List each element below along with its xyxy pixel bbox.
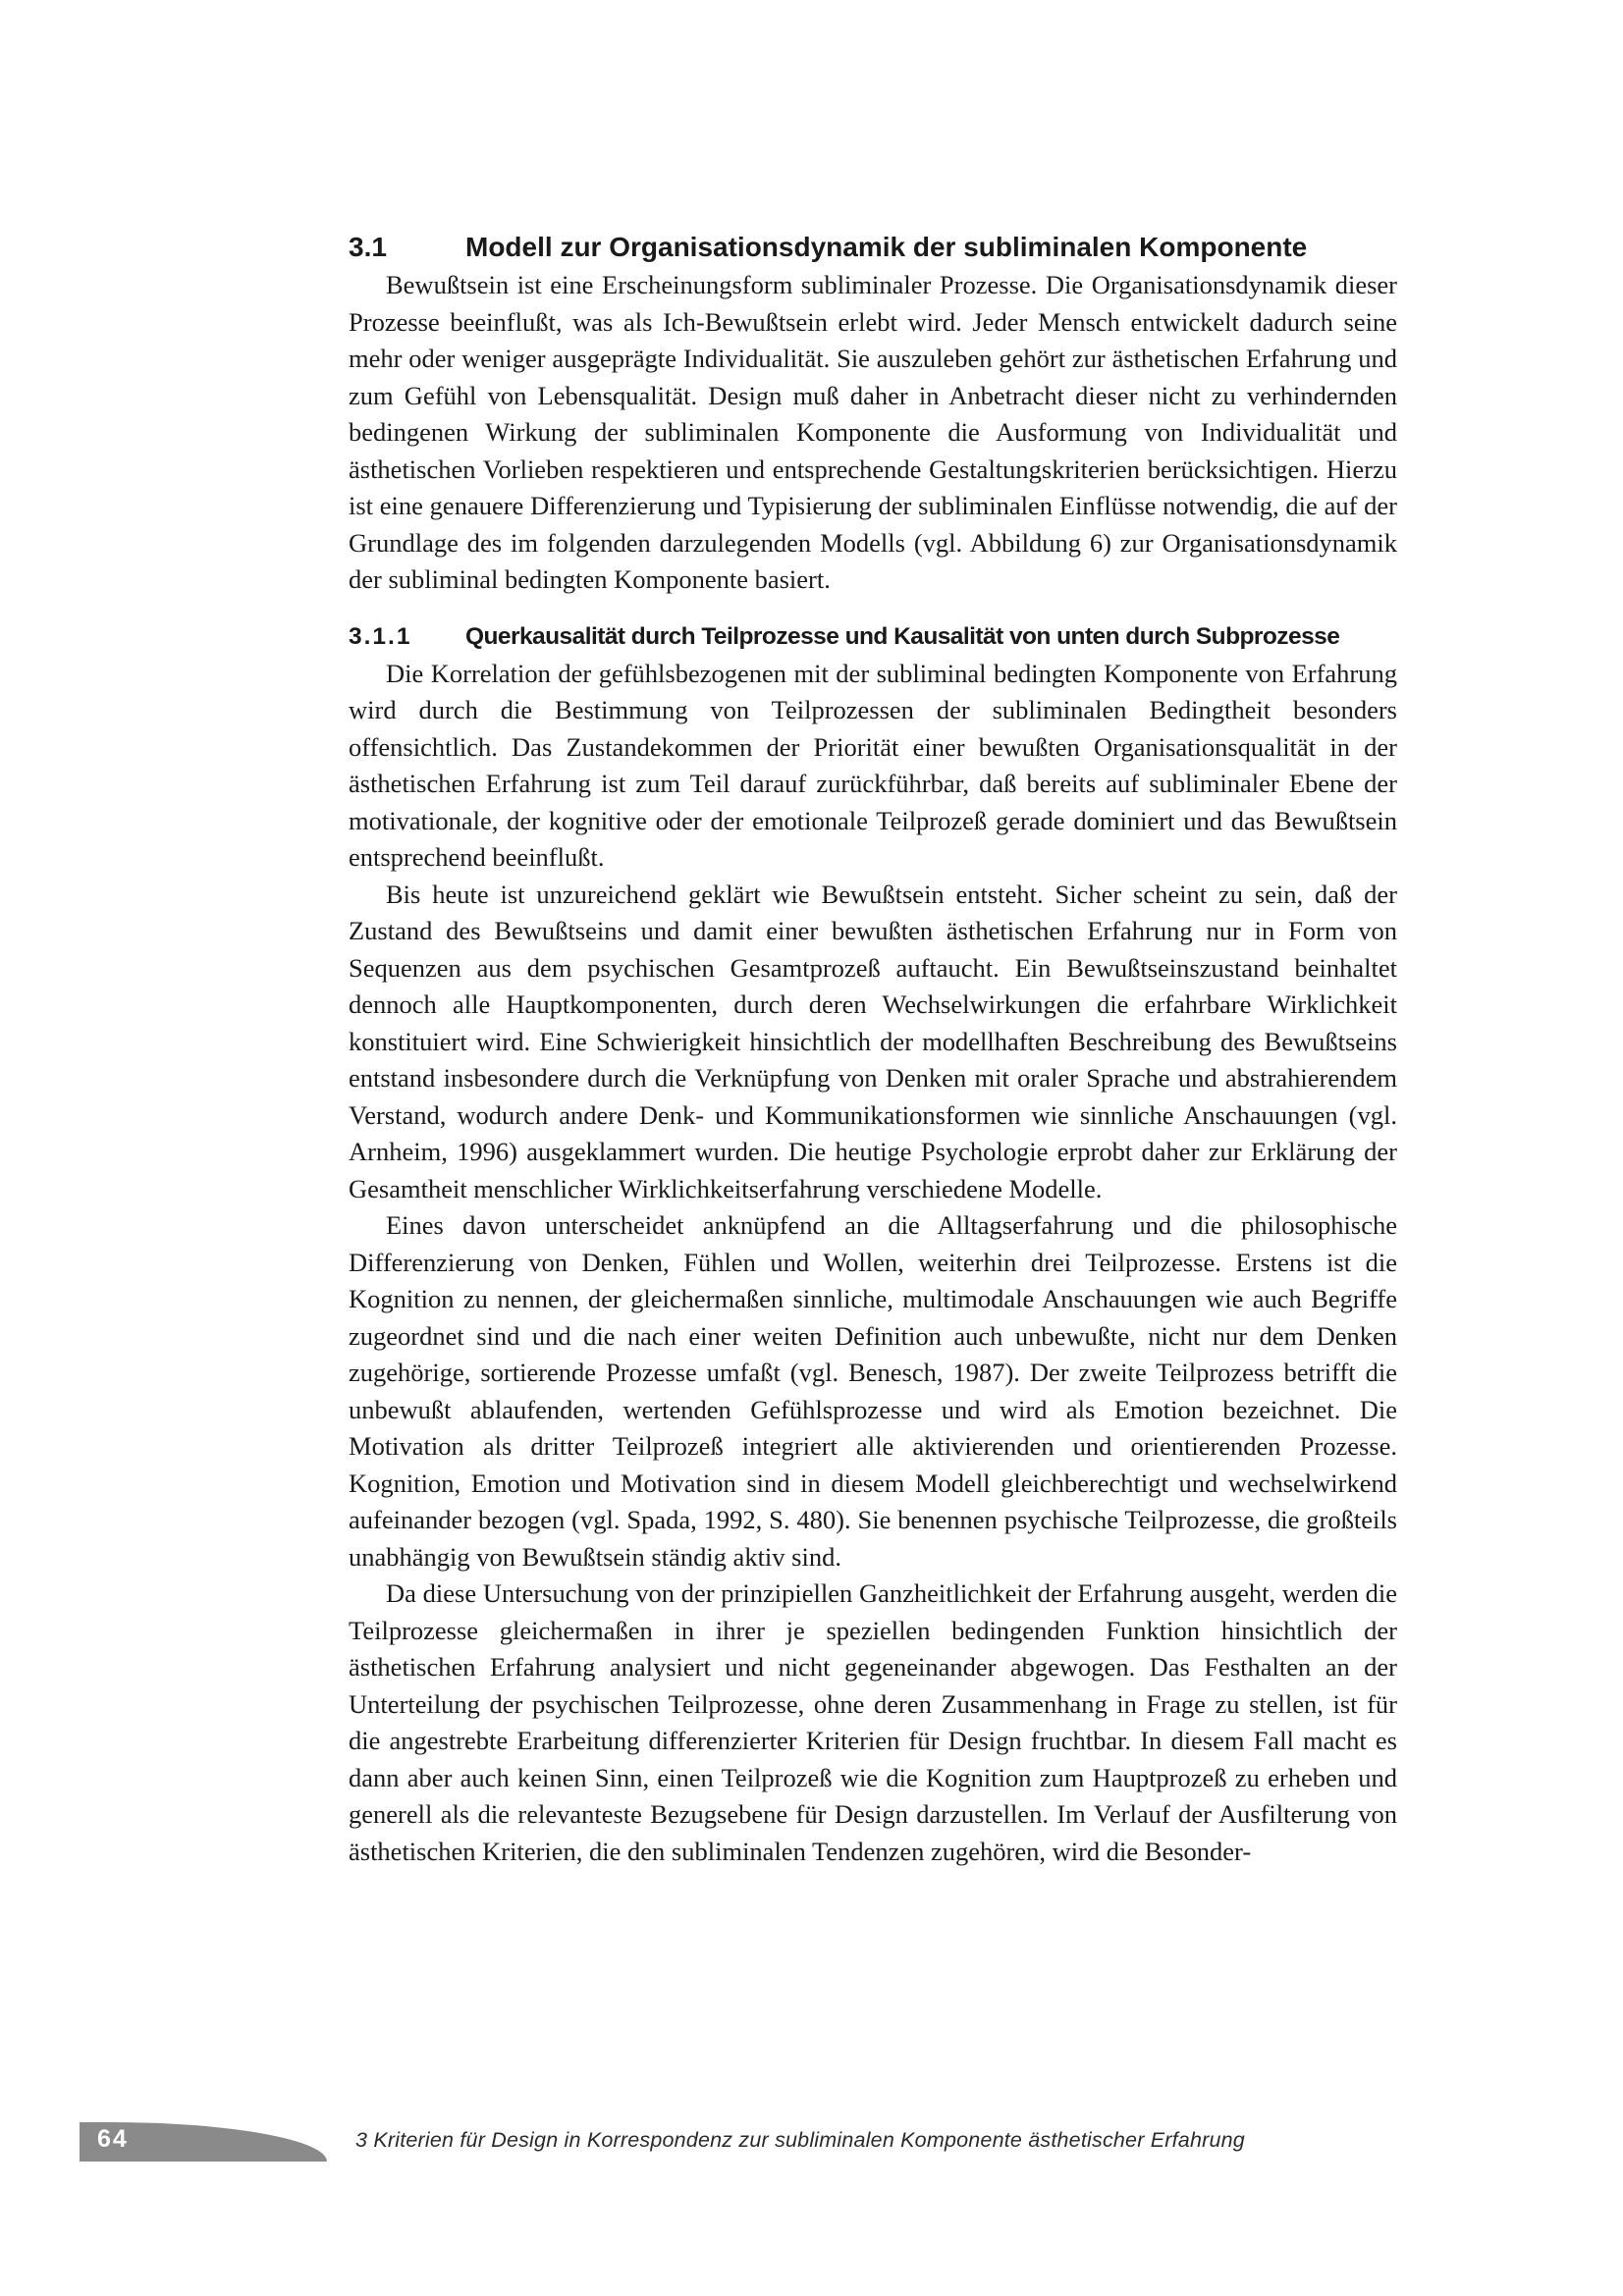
body-paragraph: Bis heute ist unzureichend geklärt wie Bewußtsein entsteht. Sicher scheint zu sein, daß der Zustand des Bewußtseins und damit einer bewußten ästhetischen Erfahrung nur in Form von Sequenzen aus dem psychischen Gesamtprozeß auftaucht. Ein Bewußtseinszustand beinhaltet dennoch alle Hauptkomponenten, durch deren Wechselwirkungen die erfahrbare Wirklichkeit konstituiert wird. Eine Schwierigkeit hinsichtlich der modellhaften Beschreibung des Bewußtseins entstand insbesondere durch die Verknüpfung von Denken mit oraler Sprache und abstrahierendem Verstand, wodurch andere Denk- und Kommunikationsformen wie sinnliche Anschauungen (vgl. Arnheim, 1996) ausgeklammert wurden. Die heutige Psychologie erprobt daher zur Erklärung der Gesamtheit menschlicher Wirklichkeitserfahrung verschiedene Modelle. [349,879,1397,1203]
subsection-heading [349,618,1397,656]
page-content [349,228,1397,1870]
body-paragraph: Die Korrelation der gefühlsbezogenen mit der subliminal bedingten Komponente von Erfahrung wird durch die Bestimmung von Teilprozessen der subliminalen Bedingtheit besonders offensichtlich. Das Zustandekommen der Priorität einer bewußten Organisationsqualität in der ästhetischen Erfahrung ist zum Teil darauf zurückführbar, daß bereits auf subliminaler Ebene der motivationale, der kognitive oder der emotionale Teilprozeß gerade dominiert und das Bewußtsein entsprechend beeinflußt. [349,658,1397,872]
body-paragraph: Bewußtsein ist eine Erscheinungsform subliminaler Prozesse. Die Organisationsdynamik dieser Prozesse beeinflußt, was als Ich-Bewußtsein erlebt wird. Jeder Mensch entwickelt dadurch seine mehr oder weniger ausgeprägte Individualität. Sie auszuleben gehört zur ästhetischen Erfahrung und zum Gefühl von Lebensqualität. Design muß daher in Anbetracht dieser nicht zu verhindernden bedingenen Wirkung der subliminalen Komponente die Ausformung von Individualität und ästhetischen Vorlieben respektieren und entsprechende Gestaltungskriterien berücksichtigen. Hierzu ist eine genauere Differenzierung und Typisierung der subliminalen Einflüsse notwendig, die auf der Grundlage des im folgenden darzulegenden Modells (vgl. Abbildung 6) zur Organisationsdynamik der subliminal bedingten Komponente basiert. [349,270,1397,594]
section-title: Modell zur Organisationsdynamik der subliminalen Komponente [465,232,1308,262]
subsection-number: 3.1.1 [349,622,412,650]
running-footer: 3 Kriterien für Design in Korrespondenz zur subliminalen Komponente ästhetischer Erfahrung [355,2128,1245,2152]
body-paragraph: Eines davon unterscheidet anknüpfend an die Alltagserfahrung und die philosophische Differenzierung von Denken, Fühlen und Wollen, weiterhin drei Teilprozesse. Erstens ist die Kognition zu nennen, der gleichermaßen sinnliche, multimodale Anschauungen wie auch Begriffe zugeordnet sind und die nach einer weiten Definition auch unbewußte, nicht nur dem Denken zugehörige, sortierende Prozesse umfaßt (vgl. Benesch, 1987). Der zweite Teilprozess betrifft die unbewußt ablaufenden, wertenden Gefühlsprozesse und wird als Emotion bezeichnet. Die Motivation als dritter Teilprozeß integriert alle aktivierenden und orientierenden Prozesse. Kognition, Emotion und Motivation sind in diesem Modell gleichberechtigt und wechselwirkend aufeinander bezogen (vgl. Spada, 1992, S. 480). Sie benennen psychische Teilprozesse, die großteils unabhängig von Bewußtsein ständig aktiv sind. [349,1210,1397,1572]
body-paragraph: Da diese Untersuchung von der prinzipiellen Ganzheitlichkeit der Erfahrung ausgeht, werden die Teilprozesse gleichermaßen in ihrer je speziellen bedingenden Funktion hinsichtlich der ästhetischen Erfahrung analysiert und nicht gegeneinander abgewogen. Das Festhalten an der Unterteilung der psychischen Teilprozesse, ohne deren Zusammenhang in Frage zu stellen, ist für die angestrebte Erarbeitung differenzierter Kriterien für Design fruchtbar. In diesem Fall macht es dann aber auch keinen Sinn, einen Teilprozeß wie die Kognition zum Hauptprozeß zu erheben und generell als die relevanteste Bezugsebene für Design darzustellen. Im Verlauf der Ausfilterung von ästhetischen Kriterien, die den subliminalen Tendenzen zugehören, wird die Besonder- [349,1578,1397,1866]
section-heading [349,228,1397,267]
subsection-title: Querkausalität durch Teilprozesse und Kausalität von unten durch Subprozesse [465,622,1340,650]
page-number: 64 [97,2125,129,2153]
section-number: 3.1 [349,232,387,262]
